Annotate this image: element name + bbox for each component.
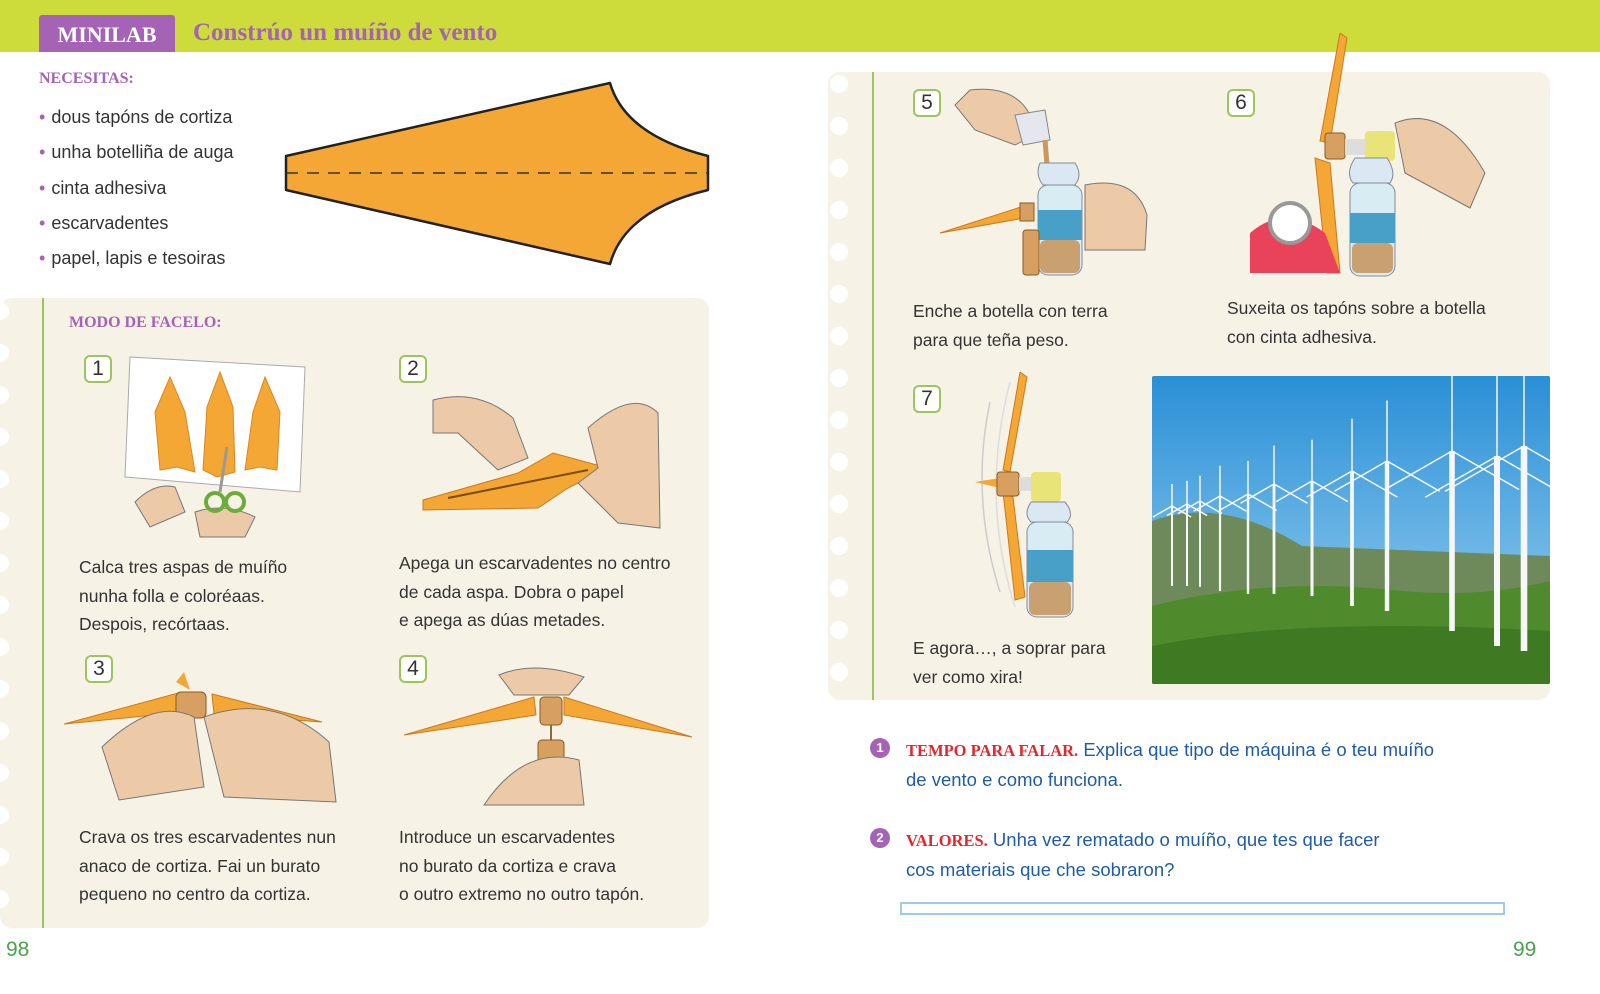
answer-box[interactable]: [900, 902, 1505, 915]
step-caption-5: [913, 297, 1108, 354]
spiral-hole: [830, 621, 848, 639]
spiral-hole: [830, 201, 848, 219]
question-text: Unha vez rematado o muíño, que tes que facer: [992, 829, 1380, 850]
filling-bottle-illustration: [935, 85, 1150, 280]
step-number-3: 3: [85, 655, 113, 683]
step-caption-3: [79, 823, 336, 909]
spiral-hole: [830, 537, 848, 555]
question-lead: VALORES.: [906, 831, 988, 850]
spiral-hole: [830, 159, 848, 177]
materials-list: [39, 100, 233, 276]
method-heading: MODO DE FACELO:: [69, 314, 222, 331]
caption-line: anaco de cortiza. Fai un burato: [79, 855, 321, 876]
step-number-2: 2: [399, 355, 427, 383]
caption-line: E agora…, a soprar para: [913, 638, 1106, 658]
question-number-2: 2: [870, 828, 890, 848]
spiral-hole: [830, 495, 848, 513]
inserting-toothpick-illustration: [404, 665, 694, 810]
spiral-hole: [830, 453, 848, 471]
margin-line: [42, 298, 44, 928]
step-number-6: 6: [1227, 89, 1255, 117]
caption-line: no burato da cortiza e crava: [399, 855, 616, 876]
materials-heading: NECESITAS:: [39, 70, 134, 87]
caption-line: nunha folla e coloréaas.: [79, 585, 265, 606]
material-item: • unha botelliña de auga: [39, 135, 233, 170]
margin-line: [872, 72, 874, 700]
spiral-hole: [830, 285, 848, 303]
page-title: Constrúo un muíño de vento: [193, 19, 498, 46]
question-number-1: 1: [870, 738, 890, 758]
wind-farm-photo: [1152, 376, 1550, 684]
step-caption-2: [399, 549, 670, 635]
step-caption-4: [399, 823, 644, 909]
caption-line: Suxeita os tapóns sobre a botella: [1227, 298, 1486, 318]
question-text: de vento e como funciona.: [906, 768, 1124, 790]
spiral-hole: [830, 327, 848, 345]
taping-corks-illustration: [1245, 33, 1490, 281]
spiral-hole: [830, 243, 848, 261]
caption-line: de cada aspa. Dobra o papel: [399, 581, 624, 602]
finished-windmill-illustration: [975, 372, 1080, 622]
step-number-4: 4: [399, 655, 427, 683]
question-text: cos materiais que che sobraron?: [906, 858, 1175, 880]
caption-line: Calca tres aspas de muíño: [79, 557, 288, 577]
page-number-right: 99: [1513, 938, 1537, 961]
caption-line: con cinta adhesiva.: [1227, 326, 1377, 347]
question-lead: TEMPO PARA FALAR.: [906, 741, 1079, 760]
caption-line: Introduce un escarvadentes: [399, 827, 615, 847]
caption-line: Despois, recórtaas.: [79, 614, 230, 634]
step-number-1: 1: [84, 355, 112, 383]
step-number-7: 7: [913, 385, 941, 413]
gluing-toothpick-illustration: [418, 388, 663, 533]
step-caption-7: [913, 634, 1106, 691]
wind-turbines-image: [1152, 376, 1550, 684]
caption-line: Apega un escarvadentes no centro: [399, 553, 671, 573]
material-item: • cinta adhesiva: [39, 171, 233, 206]
step-caption-1: [79, 553, 287, 639]
spiral-hole: [830, 579, 848, 597]
spiral-hole: [830, 117, 848, 135]
step-number-5: 5: [913, 89, 941, 117]
material-item: • papel, lapis e tesoiras: [39, 241, 233, 276]
material-item: • dous tapóns de cortiza: [39, 100, 233, 135]
caption-line: ver como xira!: [913, 666, 1023, 687]
material-item: • escarvadentes: [39, 206, 233, 241]
spiral-hole: [830, 663, 848, 681]
minilab-tag: MINILAB: [39, 15, 175, 52]
spiral-hole: [830, 369, 848, 387]
question-1: [906, 736, 1526, 794]
page-number-left: 98: [6, 938, 30, 961]
spiral-hole: [830, 75, 848, 93]
caption-line: e apega as dúas metades.: [399, 610, 606, 630]
question-2: [906, 826, 1526, 884]
blade-template-illustration: [280, 80, 715, 270]
caption-line: Crava os tres escarvadentes nun: [79, 827, 336, 847]
caption-line: pequeno no centro da cortiza.: [79, 884, 311, 904]
step-caption-6: [1227, 294, 1486, 351]
question-text: Explica que tipo de máquina é o teu muíño: [1083, 739, 1435, 760]
cork-blades-illustration: [64, 672, 339, 807]
caption-line: o outro extremo no outro tapón.: [399, 884, 645, 904]
caption-line: para que teña peso.: [913, 329, 1069, 350]
caption-line: Enche a botella con terra: [913, 301, 1108, 321]
tracing-blades-illustration: [115, 352, 315, 547]
spiral-hole: [830, 411, 848, 429]
